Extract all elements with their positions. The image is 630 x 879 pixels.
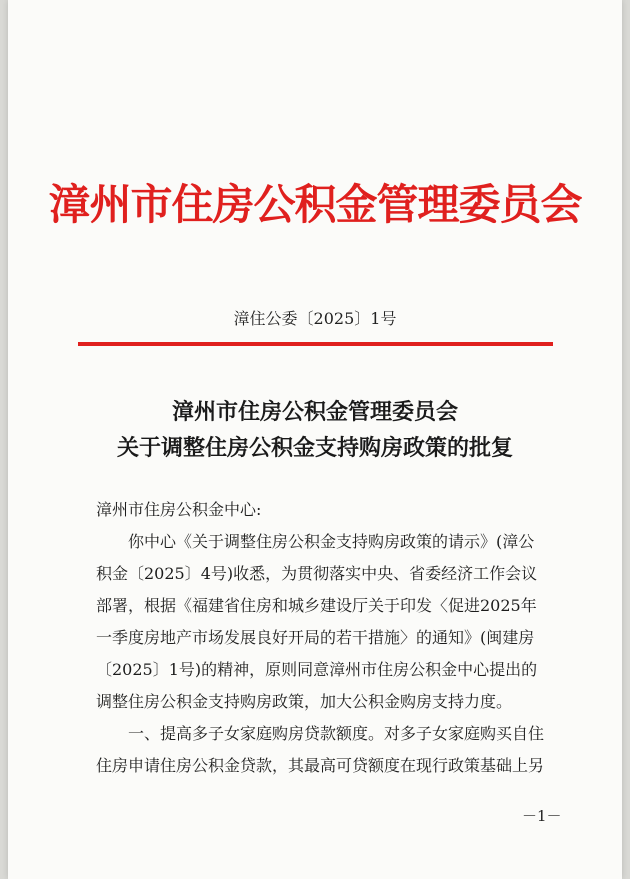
body-line: 你中心《关于调整住房公积金支持购房政策的请示》(漳公 <box>128 532 535 551</box>
body-line: 积金〔2025〕4号)收悉，为贯彻落实中央、省委经济工作会议 <box>96 564 538 583</box>
page-number: －1－ <box>522 807 562 825</box>
document-title-line-1: 漳州市住房公积金管理委员会 <box>171 400 458 425</box>
body-line: 一、提高多子女家庭购房贷款额度。对多子女家庭购买自住 <box>128 724 545 743</box>
document-page <box>8 0 622 879</box>
letterhead-issuer: 漳州市住房公积金管理委员会 <box>48 180 582 229</box>
body-line: 住房申请住房公积金贷款，其最高可贷额度在现行政策基础上另 <box>96 756 545 775</box>
addressee: 漳州市住房公积金中心: <box>96 500 262 519</box>
document-number: 漳住公委〔2025〕1号 <box>233 309 397 328</box>
body-line: 部署，根据《福建省住房和城乡建设厅关于印发〈促进2025年 <box>96 596 537 615</box>
red-divider-line <box>78 342 553 346</box>
body-line: 调整住房公积金支持购房政策，加大公积金购房支持力度。 <box>96 692 513 711</box>
document-title-line-2: 关于调整住房公积金支持购房政策的批复 <box>116 436 513 461</box>
body-line: 一季度房地产市场发展良好开局的若干措施〉的通知》(闽建房 <box>96 628 535 647</box>
body-line: 〔2025〕1号)的精神，原则同意漳州市住房公积金中心提出的 <box>96 660 538 679</box>
